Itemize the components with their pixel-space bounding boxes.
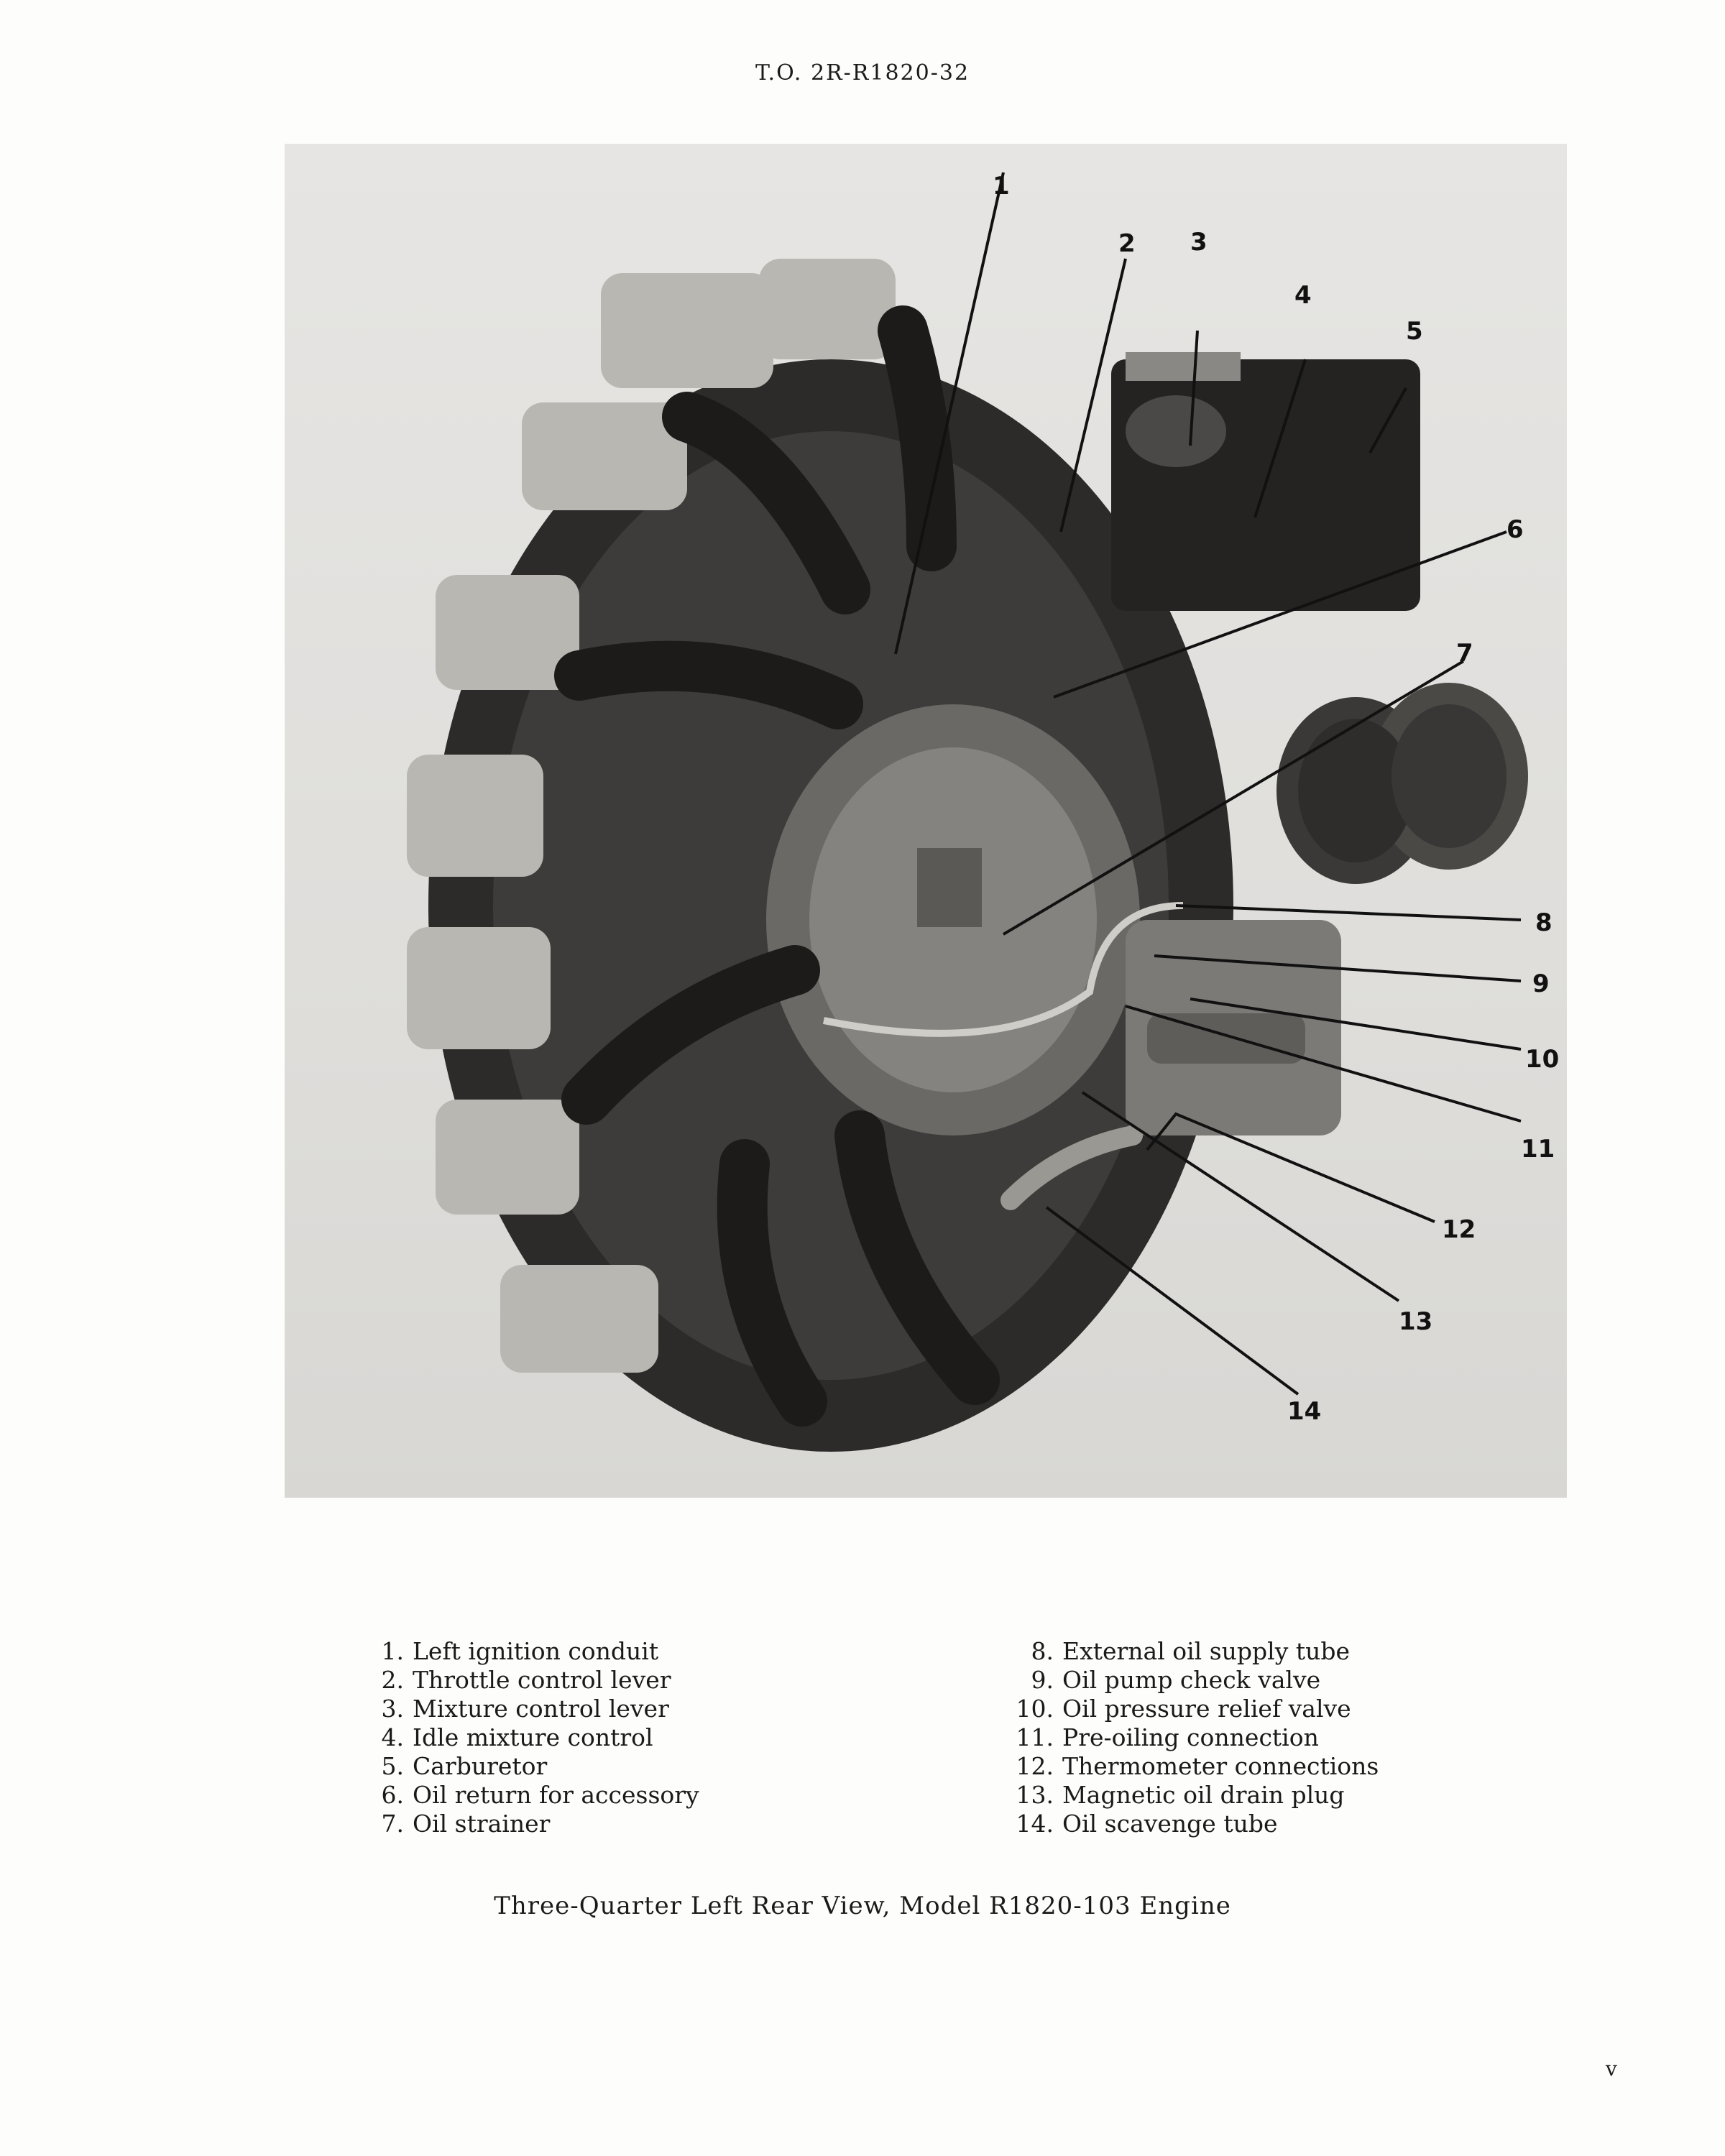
legend-number: 2.	[381, 1666, 404, 1694]
legend-number: 12.	[1016, 1752, 1054, 1780]
legend-item	[1009, 1695, 1379, 1723]
legend-label: Pre-oiling connection	[1062, 1723, 1319, 1751]
legend-right-column	[1009, 1637, 1379, 1838]
legend-item	[359, 1810, 699, 1838]
legend-number: 13.	[1016, 1781, 1054, 1809]
legend-number: 6.	[381, 1781, 404, 1809]
callout-4: 4	[1294, 281, 1312, 310]
page-number: v	[1606, 2057, 1617, 2081]
legend-item	[1009, 1810, 1379, 1838]
legend-label: Oil pump check valve	[1062, 1666, 1321, 1694]
legend-item	[359, 1666, 699, 1695]
legend-item	[359, 1695, 699, 1723]
callout-5: 5	[1406, 317, 1423, 346]
legend-number: 7.	[381, 1810, 404, 1838]
engine-photograph	[285, 144, 1567, 1498]
legend-number: 5.	[381, 1752, 404, 1780]
legend-label: Idle mixture control	[413, 1723, 653, 1751]
callout-13: 13	[1399, 1307, 1433, 1336]
legend-item	[1009, 1637, 1379, 1666]
callout-3: 3	[1190, 228, 1208, 257]
callout-8: 8	[1535, 908, 1552, 937]
legend-label: Carburetor	[413, 1752, 548, 1780]
callout-7: 7	[1456, 639, 1473, 668]
legend-item	[1009, 1781, 1379, 1810]
callout-2: 2	[1118, 229, 1136, 258]
legend-label: Oil scavenge tube	[1062, 1810, 1278, 1838]
callout-11: 11	[1521, 1135, 1555, 1164]
legend-left-column	[359, 1637, 699, 1838]
callout-10: 10	[1525, 1045, 1560, 1074]
legend-number: 9.	[1031, 1666, 1054, 1694]
legend-label: Mixture control lever	[413, 1695, 669, 1723]
legend-number: 8.	[1031, 1637, 1054, 1665]
figure-caption: Three-Quarter Left Rear View, Model R1820-103 Engine	[494, 1892, 1231, 1920]
legend-item	[359, 1752, 699, 1781]
engine-body	[407, 259, 1528, 1452]
legend-number: 1.	[381, 1637, 404, 1665]
legend-item	[1009, 1723, 1379, 1752]
callout-12: 12	[1442, 1215, 1476, 1244]
callout-6: 6	[1506, 515, 1524, 544]
legend-label: Magnetic oil drain plug	[1062, 1781, 1345, 1809]
legend-item	[359, 1723, 699, 1752]
legend-label: Left ignition conduit	[413, 1637, 659, 1665]
legend-number: 3.	[381, 1695, 404, 1723]
legend-label: External oil supply tube	[1062, 1637, 1350, 1665]
callout-9: 9	[1532, 969, 1550, 998]
legend-label: Throttle control lever	[413, 1666, 671, 1694]
legend-item	[359, 1637, 699, 1666]
legend-label: Thermometer connections	[1062, 1752, 1379, 1780]
legend-number: 10.	[1016, 1695, 1054, 1723]
legend-label: Oil pressure relief valve	[1062, 1695, 1351, 1723]
engine-illustration	[285, 144, 1567, 1498]
legend-item	[1009, 1666, 1379, 1695]
legend-label: Oil return for accessory	[413, 1781, 699, 1809]
legend-label: Oil strainer	[413, 1810, 551, 1838]
callout-1: 1	[993, 172, 1010, 201]
legend-number: 11.	[1016, 1723, 1054, 1751]
legend-number: 4.	[381, 1723, 404, 1751]
legend-number: 14.	[1016, 1810, 1054, 1838]
callout-14: 14	[1287, 1397, 1322, 1426]
legend-item	[359, 1781, 699, 1810]
legend-item	[1009, 1752, 1379, 1781]
document-number-header: T.O. 2R-R1820-32	[755, 60, 970, 86]
